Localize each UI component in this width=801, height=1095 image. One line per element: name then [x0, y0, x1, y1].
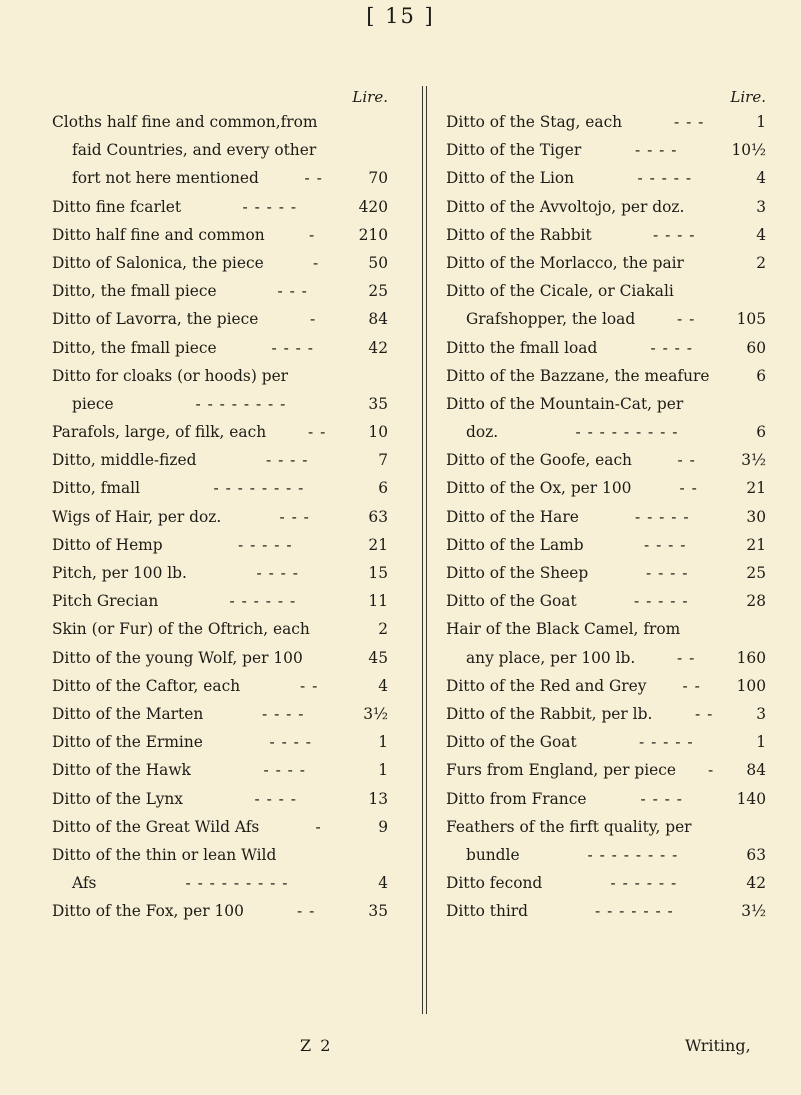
price-row	[52, 221, 388, 249]
leader-dashes: - - - -	[271, 338, 314, 357]
leader-dashes: - - - -	[263, 761, 306, 780]
price-row	[52, 559, 388, 587]
item-name: Ditto, the fmall piece	[52, 282, 217, 301]
item-name: Ditto of the Lynx	[52, 789, 183, 808]
item-name: Ditto of the Fox, per 100	[52, 902, 244, 921]
price-value: 3½	[363, 704, 388, 723]
item-name: Ditto of the thin or lean Wild	[52, 845, 277, 864]
price-value: 84	[368, 310, 388, 329]
price-value: 1	[756, 733, 766, 752]
price-value: 4	[756, 169, 766, 188]
right-column	[446, 86, 766, 925]
price-value: 2	[378, 620, 388, 639]
leader-dashes: - - - -	[635, 141, 678, 160]
leader-dashes: - -	[677, 310, 696, 329]
item-name: Ditto of the Marten	[52, 704, 204, 723]
price-value: 1	[756, 113, 766, 131]
leader-dashes: -	[310, 310, 317, 329]
item-name: Ditto of the Morlacco, the pair	[446, 253, 684, 272]
item-name: Ditto third	[446, 902, 529, 921]
price-row	[52, 587, 388, 615]
price-row	[52, 362, 388, 390]
price-row	[446, 672, 766, 700]
price-value: 10	[368, 423, 388, 442]
item-name: Ditto of the Tiger	[446, 141, 582, 160]
item-name: Ditto of the Ox, per 100	[446, 479, 632, 498]
leader-dashes: -	[309, 225, 316, 244]
price-row	[446, 418, 766, 446]
price-value: 25	[368, 282, 388, 301]
item-name: Wigs of Hair, per doz.	[52, 507, 222, 526]
item-name: Cloths half fine and common,from	[52, 113, 318, 131]
item-name: Ditto of the young Wolf, per 100	[52, 648, 303, 667]
price-value: 13	[368, 789, 388, 808]
item-name: bundle	[466, 845, 520, 864]
price-row	[446, 277, 766, 305]
price-row	[446, 756, 766, 784]
leader-dashes: -	[313, 253, 320, 272]
price-row	[52, 813, 388, 841]
leader-dashes: - - - -	[650, 338, 693, 357]
price-row	[52, 277, 388, 305]
catchword: Writing,	[685, 1036, 751, 1055]
item-name: Hair of the Black Camel, from	[446, 620, 681, 639]
price-row	[446, 390, 766, 418]
leader-dashes: - - - - - - - - -	[575, 423, 679, 442]
price-row	[446, 869, 766, 897]
price-value: 60	[746, 338, 766, 357]
leader-dashes: - -	[300, 676, 319, 695]
page-number: [ 15 ]	[366, 4, 435, 28]
price-value: 3	[756, 704, 766, 723]
item-name: Ditto of Hemp	[52, 535, 163, 554]
price-row	[446, 305, 766, 333]
price-row	[446, 785, 766, 813]
item-name: Pitch Grecian	[52, 592, 159, 611]
price-value: 7	[378, 451, 388, 470]
price-value: 105	[736, 310, 766, 329]
leader-dashes: - -	[682, 676, 701, 695]
price-value: 6	[378, 479, 388, 498]
item-name: Ditto of the Lamb	[446, 535, 584, 554]
leader-dashes: - - - - -	[637, 169, 693, 188]
item-name: Skin (or Fur) of the Oftrich, each	[52, 620, 310, 639]
item-name: Ditto of the Stag, each	[446, 113, 623, 131]
price-row	[52, 756, 388, 784]
price-row	[446, 644, 766, 672]
item-name: Ditto of the Mountain-Cat, per	[446, 394, 684, 413]
price-row	[52, 249, 388, 277]
price-row	[446, 587, 766, 615]
leader-dashes: - - - - - -	[229, 592, 297, 611]
leader-dashes: -	[708, 761, 715, 780]
item-name: Ditto fecond	[446, 874, 543, 893]
leader-dashes: - - - -	[256, 564, 299, 582]
price-value: 70	[368, 169, 388, 188]
item-name: faid Countries, and every other	[72, 141, 317, 160]
price-value: 9	[378, 817, 388, 836]
leader-dashes: - - - -	[266, 451, 309, 470]
left-price-list	[52, 108, 388, 925]
price-row	[52, 728, 388, 756]
price-row	[446, 474, 766, 502]
price-row	[52, 869, 388, 897]
leader-dashes: - - - - -	[634, 592, 689, 611]
leader-dashes: - -	[304, 169, 323, 188]
item-name: Ditto from France	[446, 789, 587, 808]
price-value: 3½	[741, 902, 766, 921]
item-name: Ditto of the Caftor, each	[52, 676, 241, 695]
item-name: Ditto for cloaks (or hoods) per	[52, 366, 289, 385]
price-value: 4	[378, 676, 388, 695]
price-row	[52, 193, 388, 221]
price-value: 100	[736, 676, 766, 695]
price-row	[446, 700, 766, 728]
price-value: 42	[368, 338, 388, 357]
price-row	[446, 503, 766, 531]
leader-dashes: - - - - - - - -	[195, 394, 287, 413]
price-row	[52, 672, 388, 700]
price-row	[52, 615, 388, 643]
item-name: Ditto of the Hawk	[52, 761, 191, 780]
price-row	[446, 193, 766, 221]
item-name: Feathers of the firft quality, per	[446, 817, 692, 836]
leader-dashes: - - - -	[653, 225, 696, 244]
price-row	[446, 559, 766, 587]
item-name: Ditto, the fmall piece	[52, 338, 217, 357]
price-row	[446, 446, 766, 474]
price-value: 210	[358, 225, 388, 244]
price-row	[52, 644, 388, 672]
item-name: Ditto of the Red and Grey	[446, 676, 647, 695]
item-name: Ditto of the Ermine	[52, 733, 203, 752]
price-value: 45	[368, 648, 388, 667]
right-column-header: Lire.	[730, 88, 766, 106]
leader-dashes: - - -	[277, 282, 308, 301]
leader-dashes: - -	[308, 423, 327, 442]
leader-dashes: - - - - - - - -	[213, 479, 305, 498]
item-name: Grafshopper, the load	[466, 310, 636, 329]
price-value: 35	[368, 902, 388, 921]
column-divider	[422, 86, 427, 1014]
price-value: 63	[746, 845, 766, 864]
item-name: Ditto of the Hare	[446, 507, 579, 526]
price-row	[52, 897, 388, 925]
leader-dashes: - -	[677, 648, 696, 667]
price-value: 4	[756, 225, 766, 244]
item-name: Ditto of the Rabbit, per lb.	[446, 704, 653, 723]
price-row	[52, 841, 388, 869]
item-name: Furs from England, per piece	[446, 761, 677, 780]
leader-dashes: -	[315, 817, 322, 836]
signature-mark: Z 2	[300, 1036, 333, 1055]
item-name: Pitch, per 100 lb.	[52, 564, 187, 582]
item-name: Parafols, large, of filk, each	[52, 423, 267, 442]
leader-dashes: - - - -	[646, 564, 689, 582]
leader-dashes: - - - -	[269, 733, 312, 752]
price-value: 50	[368, 253, 388, 272]
price-row	[52, 334, 388, 362]
item-name: Ditto of Salonica, the piece	[52, 253, 264, 272]
price-row	[52, 136, 388, 164]
price-row	[52, 700, 388, 728]
price-value: 21	[368, 535, 388, 554]
leader-dashes: - - - - - - - -	[587, 845, 679, 864]
price-value: 10½	[731, 141, 766, 160]
price-value: 35	[368, 394, 388, 413]
item-name: Ditto of the Lion	[446, 169, 575, 188]
price-value: 30	[746, 507, 766, 526]
price-row	[52, 785, 388, 813]
price-row	[446, 897, 766, 925]
price-row	[52, 418, 388, 446]
item-name: Ditto of the Rabbit	[446, 225, 592, 244]
price-value: 420	[358, 197, 388, 216]
price-value: 11	[368, 592, 388, 611]
price-row	[52, 108, 388, 136]
price-value: 84	[746, 761, 766, 780]
item-name: Ditto of the Avvoltojo, per doz.	[446, 197, 685, 216]
leader-dashes: - - - - -	[242, 197, 298, 216]
left-column-header: Lire.	[352, 88, 388, 106]
item-name: fort not here mentioned	[72, 169, 259, 188]
price-value: 2	[756, 253, 766, 272]
leader-dashes: - - - - -	[238, 535, 293, 554]
right-price-list	[446, 108, 766, 925]
leader-dashes: - - - -	[262, 704, 305, 723]
price-value: 21	[746, 479, 766, 498]
price-row	[52, 503, 388, 531]
price-value: 28	[746, 592, 766, 611]
price-value: 42	[746, 874, 766, 893]
leader-dashes: - - - - - -	[610, 874, 678, 893]
price-value: 63	[368, 507, 388, 526]
item-name: Afs	[72, 874, 97, 893]
leader-dashes: - - - -	[644, 535, 687, 554]
price-value: 4	[378, 874, 388, 893]
item-name: Ditto the fmall load	[446, 338, 598, 357]
leader-dashes: - - - - -	[635, 507, 690, 526]
price-row	[446, 108, 766, 136]
item-name: doz.	[466, 423, 499, 442]
price-value: 15	[368, 564, 388, 582]
item-name: Ditto of the Goofe, each	[446, 451, 632, 470]
item-name: Ditto of the Sheep	[446, 564, 589, 582]
price-value: 140	[736, 789, 766, 808]
item-name: Ditto fine fcarlet	[52, 197, 182, 216]
price-row	[446, 249, 766, 277]
item-name: Ditto, fmall	[52, 479, 140, 498]
item-name: Ditto of the Bazzane, the meafure	[446, 366, 710, 385]
price-value: 1	[378, 733, 388, 752]
price-row	[446, 136, 766, 164]
price-row	[446, 841, 766, 869]
price-value: 3	[756, 197, 766, 216]
item-name: Ditto of the Cicale, or Ciakali	[446, 282, 674, 301]
leader-dashes: - -	[679, 479, 698, 498]
leader-dashes: - - - -	[254, 789, 297, 808]
price-row	[52, 390, 388, 418]
price-value: 1	[378, 761, 388, 780]
item-name: Ditto, middle-fized	[52, 451, 197, 470]
item-name: Ditto of the Goat	[446, 733, 577, 752]
leader-dashes: - - - - -	[639, 733, 694, 752]
price-row	[52, 446, 388, 474]
price-row	[446, 362, 766, 390]
price-row	[52, 474, 388, 502]
leader-dashes: - -	[695, 704, 714, 723]
price-row	[52, 305, 388, 333]
price-row	[446, 221, 766, 249]
price-value: 3½	[741, 451, 766, 470]
leader-dashes: - - -	[279, 507, 310, 526]
price-row	[446, 615, 766, 643]
price-row	[52, 164, 388, 192]
price-value: 6	[756, 366, 766, 385]
item-name: Ditto half fine and common	[52, 225, 265, 244]
item-name: Ditto of Lavorra, the piece	[52, 310, 259, 329]
price-value: 6	[756, 423, 766, 442]
price-row	[446, 531, 766, 559]
leader-dashes: - - - - - - - - -	[185, 874, 289, 893]
left-column	[52, 86, 388, 925]
leader-dashes: - - - -	[640, 789, 683, 808]
price-row	[52, 531, 388, 559]
price-value: 160	[736, 648, 766, 667]
price-row	[446, 813, 766, 841]
item-name: any place, per 100 lb.	[466, 648, 636, 667]
leader-dashes: - - -	[674, 113, 705, 131]
price-value: 25	[746, 564, 766, 582]
price-row	[446, 164, 766, 192]
item-name: piece	[72, 394, 114, 413]
item-name: Ditto of the Great Wild Afs	[52, 817, 260, 836]
leader-dashes: - -	[297, 902, 316, 921]
price-value: 21	[746, 535, 766, 554]
item-name: Ditto of the Goat	[446, 592, 577, 611]
price-row	[446, 334, 766, 362]
leader-dashes: - -	[677, 451, 696, 470]
leader-dashes: - - - - - - -	[595, 902, 674, 921]
price-row	[446, 728, 766, 756]
